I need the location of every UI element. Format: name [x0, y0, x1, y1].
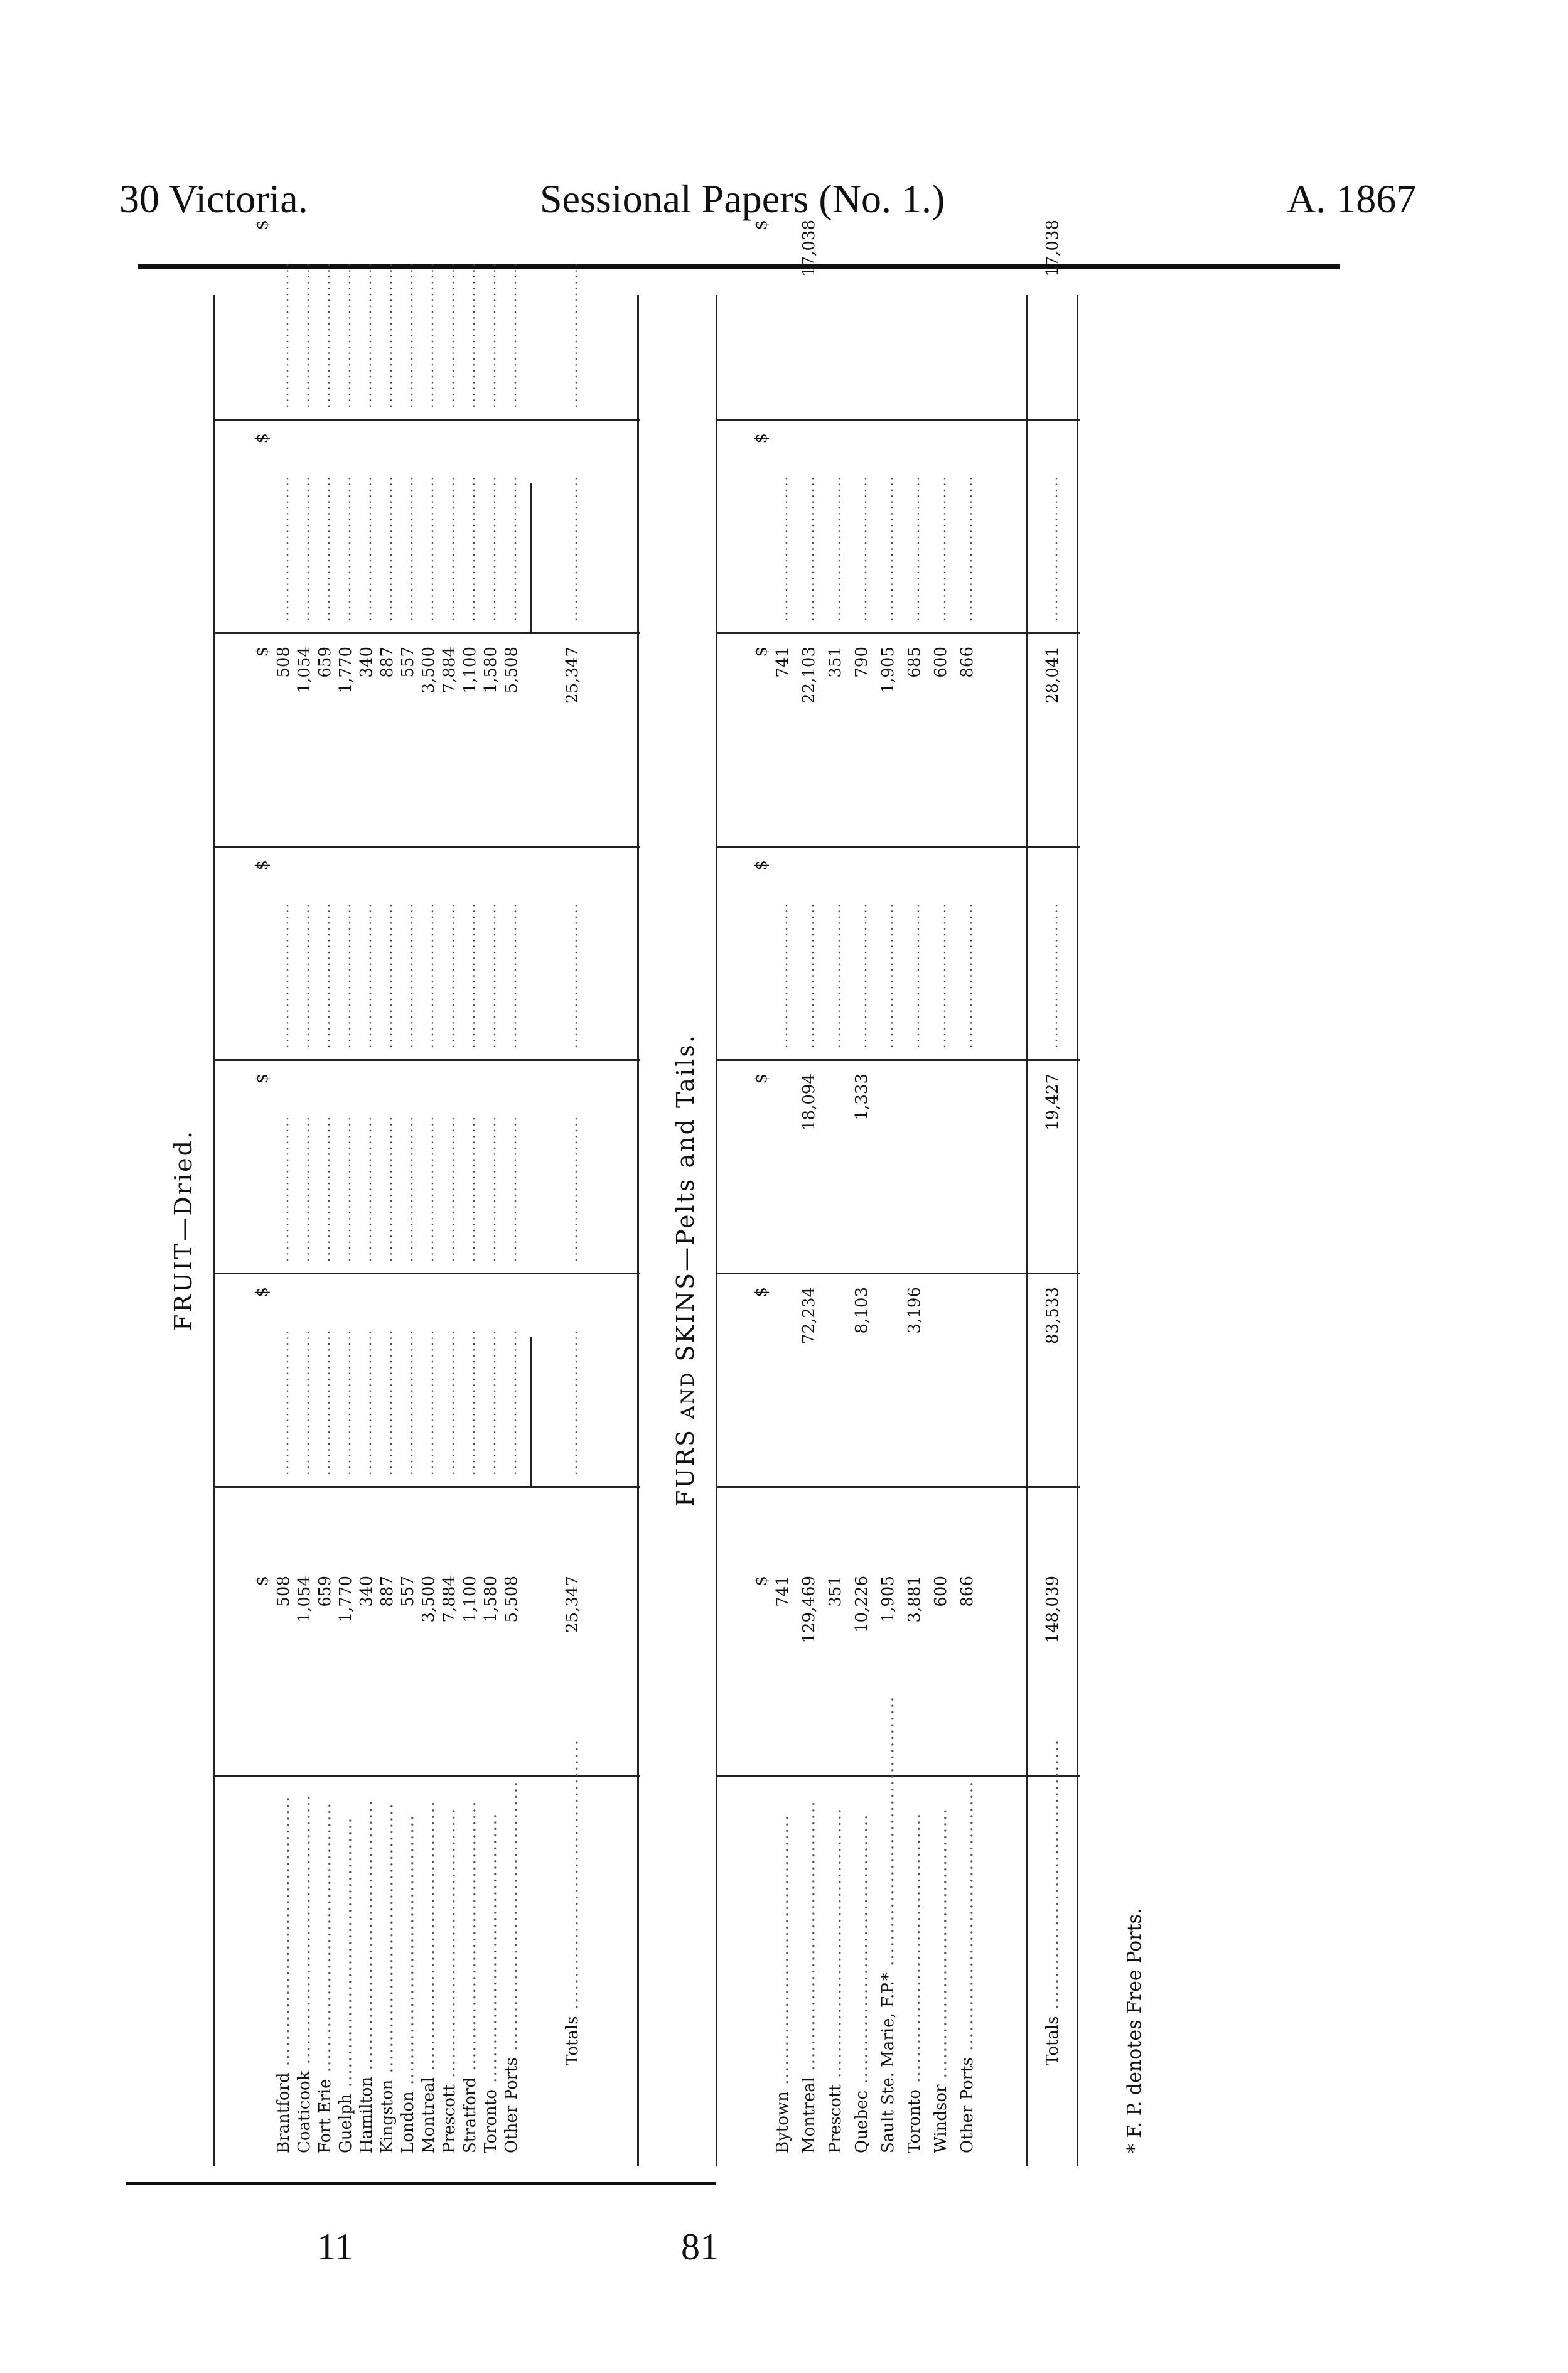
header-title: Sessional Papers (No. 1.) [540, 176, 945, 221]
leader-dots: ......................... [338, 1115, 353, 1262]
currency-header-row [253, 220, 272, 2166]
value-cell: 1,580 [481, 1576, 500, 1623]
leader-dots: .......................................... [800, 1800, 819, 2077]
table-row [461, 261, 480, 2166]
total-value: 148,039 [1043, 1576, 1062, 1644]
table-row [399, 261, 417, 2166]
value-cell: 1,770 [336, 647, 355, 694]
leader-dots: ......................... [400, 901, 416, 1048]
leader-dots: .......................................... [958, 1780, 977, 2058]
currency-symbol: $ [752, 1287, 771, 1298]
leader-dots: ......................... [504, 1115, 519, 1262]
leader-dots: .......................................... [563, 1739, 582, 2016]
totals-row [1043, 220, 1062, 2166]
value-cell: 790 [852, 647, 871, 678]
leader-dots: ......................... [359, 475, 374, 622]
port-name: Hamilton .......................................... [357, 1799, 376, 2153]
value-cell: 741 [773, 647, 792, 678]
port-name: Prescott .......................................... [826, 1807, 845, 2153]
value-cell: 1,100 [461, 647, 480, 694]
leader-dots: ......................... [359, 1115, 374, 1262]
leader-dots: ......................... [442, 1328, 457, 1475]
port-name: Quebec .......................................... [852, 1813, 871, 2153]
leader-dots: ......................... [960, 901, 975, 1048]
value-cell: 5,508 [502, 1576, 521, 1623]
value-cell: 887 [378, 1576, 397, 1607]
furs-section-title [672, 1033, 699, 1507]
leader-dots: ......................... [297, 1328, 312, 1475]
rotated-table-sheet [126, 220, 1318, 2166]
value-cell: 1,054 [295, 1576, 314, 1623]
leader-dots: ......................... [565, 475, 580, 622]
leader-dots: .......................................... [440, 1807, 459, 2085]
leader-dots: ......................... [400, 261, 416, 408]
leader-dots: ......................... [276, 475, 291, 622]
value-cell: 600 [932, 1576, 950, 1607]
table-row [481, 261, 500, 2166]
leader-dots: .......................................... [905, 1812, 924, 2090]
leader-dots: ......................... [463, 1328, 478, 1475]
column-rule [716, 1059, 1080, 1061]
leader-dots: ......................... [400, 1328, 416, 1475]
currency-symbol: $ [253, 220, 272, 230]
column-rule [716, 1775, 1080, 1777]
table-rule [716, 295, 717, 2166]
table-row [378, 261, 397, 2166]
fruit-section-title: FRUIT—Dried. [169, 1129, 197, 1331]
leader-dots: ......................... [565, 901, 580, 1048]
port-name: Montreal .......................................... [800, 1800, 819, 2153]
value-cell: 129,469 [800, 1576, 819, 1644]
leader-dots: .......................................... [399, 1814, 417, 2092]
table-row [933, 295, 948, 2166]
leader-dots: ......................... [504, 261, 519, 408]
leader-dots: ......................... [463, 901, 478, 1048]
currency-symbol: $ [752, 220, 771, 230]
leader-dots: ......................... [318, 1115, 333, 1262]
leader-dots: ......................... [802, 475, 817, 622]
page-number-left: 11 [317, 2226, 353, 2268]
value-cell: 1,905 [879, 1576, 898, 1623]
column-rule [716, 419, 1080, 421]
port-name: Toronto .......................................... [905, 1812, 924, 2153]
value-cell [854, 220, 869, 408]
leader-dots: .......................................... [502, 1780, 521, 2058]
port-name: Fort Erie .......................................... [316, 1802, 335, 2153]
value-cell [881, 1074, 896, 1262]
leader-dots: ......................... [297, 1115, 312, 1262]
leader-dots: ......................... [907, 475, 922, 622]
table-row [960, 295, 975, 2166]
leader-dots: ......................... [775, 475, 790, 622]
table-row [854, 295, 869, 2166]
table-row [295, 261, 314, 2166]
column-rule [716, 1486, 1080, 1488]
leader-dots: ......................... [359, 261, 374, 408]
leader-dots: .......................................... [826, 1807, 845, 2085]
port-name: Other Ports .......................................... [958, 1780, 977, 2153]
value-cell: 1,054 [295, 647, 314, 694]
leader-dots: ......................... [565, 1115, 580, 1262]
footnote: * F. P. denotes Free Ports. [1124, 1908, 1146, 2153]
leader-dots: ......................... [318, 261, 333, 408]
port-name: Bytown .......................................... [773, 1814, 792, 2153]
leader-dots: ......................... [338, 475, 353, 622]
furs-title-word-3: SKINS—Pelts and Tails. [672, 1033, 699, 1362]
leader-dots: ......................... [483, 1328, 498, 1475]
value-cell [775, 1074, 790, 1262]
leader-dots: ......................... [421, 901, 436, 1048]
leader-dots: ......................... [338, 1328, 353, 1475]
leader-dots: ......................... [504, 475, 519, 622]
port-name: Other Ports .......................................... [502, 1780, 521, 2153]
port-name: Coaticook .......................................... [295, 1794, 314, 2153]
value-cell [881, 1287, 896, 1475]
leader-dots: ......................... [400, 475, 416, 622]
leader-dots: ......................... [297, 475, 312, 622]
currency-symbol: $ [752, 433, 771, 444]
value-cell: 1,580 [481, 647, 500, 694]
port-name: Brantford .......................................... [274, 1795, 293, 2153]
leader-dots: ......................... [421, 261, 436, 408]
leader-dots: .......................................... [1043, 1739, 1062, 2016]
value-cell: 3,500 [419, 1576, 438, 1623]
leader-dots: ......................... [854, 901, 869, 1048]
leader-dots: ......................... [380, 261, 395, 408]
value-cell: 659 [316, 1576, 335, 1607]
table-row [828, 295, 843, 2166]
leader-dots: ......................... [297, 261, 312, 408]
leader-dots: ......................... [380, 901, 395, 1048]
value-cell: 600 [932, 647, 950, 678]
value-cell [933, 1287, 948, 1475]
value-cell: 22,103 [800, 647, 819, 704]
value-cell [907, 220, 922, 408]
value-cell: 1,333 [852, 1074, 871, 1121]
leader-dots: ......................... [421, 1328, 436, 1475]
leader-dots: .......................................... [481, 1812, 500, 2090]
leader-dots: ......................... [276, 1328, 291, 1475]
totals-row [563, 261, 582, 2166]
leader-dots: ......................... [1045, 901, 1060, 1048]
port-name: Guelph .......................................... [336, 1817, 355, 2153]
leader-dots: ......................... [297, 901, 312, 1048]
value-cell [960, 220, 975, 408]
value-cell: 508 [274, 647, 293, 678]
value-cell [775, 1287, 790, 1475]
value-cell: 508 [274, 1576, 293, 1607]
total-value: 25,347 [563, 647, 582, 704]
value-cell: 17,038 [800, 220, 819, 277]
currency-symbol: $ [253, 1287, 272, 1298]
leader-dots: ......................... [359, 1328, 374, 1475]
table-row [881, 295, 896, 2166]
value-cell [960, 1287, 975, 1475]
leader-dots: ......................... [421, 1115, 436, 1262]
value-cell: 866 [958, 647, 977, 678]
header-session: 30 Victoria. [119, 176, 308, 221]
value-cell [828, 220, 843, 408]
leader-dots: .......................................... [316, 1802, 335, 2079]
value-cell [828, 1287, 843, 1475]
total-value: 28,041 [1043, 647, 1062, 704]
total-rule [530, 483, 532, 634]
leader-dots: ......................... [442, 901, 457, 1048]
leader-dots: ......................... [854, 475, 869, 622]
value-cell: 10,226 [852, 1576, 871, 1633]
fruit-table [213, 220, 640, 2166]
furs-table [716, 220, 1080, 2166]
table-row [775, 295, 790, 2166]
value-cell: 866 [958, 1576, 977, 1607]
currency-symbol: $ [253, 433, 272, 444]
table-rule [1077, 295, 1078, 2166]
value-cell: 351 [826, 647, 845, 678]
value-cell [907, 1074, 922, 1262]
value-cell: 18,094 [800, 1074, 819, 1131]
total-value: 83,533 [1043, 1287, 1062, 1344]
table-row [800, 220, 819, 2166]
leader-dots: .......................................... [932, 1807, 950, 2085]
leader-dots: .......................................... [773, 1814, 792, 2092]
port-name: Windsor .......................................... [932, 1807, 950, 2153]
value-cell: 5,508 [502, 647, 521, 694]
table-rule [213, 295, 215, 2166]
port-name: Sault Ste. Marie, F.P.* .......................................... [879, 1695, 898, 2153]
leader-dots: ......................... [483, 901, 498, 1048]
port-name: London .......................................... [399, 1814, 417, 2153]
table-rule [637, 295, 639, 2166]
total-value: 25,347 [563, 1576, 582, 1633]
value-cell: 351 [826, 1576, 845, 1607]
leader-dots: ......................... [565, 1328, 580, 1475]
total-rule [1026, 295, 1028, 2166]
value-cell: 887 [378, 647, 397, 678]
value-cell [881, 220, 896, 408]
leader-dots: ......................... [463, 1115, 478, 1262]
leader-dots: ......................... [442, 261, 457, 408]
leader-dots: ......................... [463, 261, 478, 408]
leader-dots: ......................... [933, 475, 948, 622]
port-name: Prescott .......................................... [440, 1807, 459, 2153]
leader-dots: .......................................... [879, 1695, 898, 1973]
leader-dots: ......................... [442, 1115, 457, 1262]
bottom-rule [126, 2182, 716, 2185]
column-rule [716, 632, 1080, 634]
value-cell [960, 1074, 975, 1262]
leader-dots: ......................... [338, 901, 353, 1048]
table-row [502, 261, 521, 2166]
value-cell: 1,770 [336, 1576, 355, 1623]
leader-dots: ......................... [828, 901, 843, 1048]
leader-dots: ......................... [483, 475, 498, 622]
value-cell: 72,234 [800, 1287, 819, 1344]
table-row [907, 295, 922, 2166]
value-cell: 3,881 [905, 1576, 924, 1623]
currency-symbol: $ [752, 647, 771, 657]
leader-dots: ......................... [276, 1115, 291, 1262]
leader-dots: ......................... [318, 901, 333, 1048]
leader-dots: .......................................... [295, 1794, 314, 2071]
value-cell: 7,884 [440, 1576, 459, 1623]
leader-dots: ......................... [483, 261, 498, 408]
value-cell: 1,100 [461, 1576, 480, 1623]
value-cell: 1,905 [879, 647, 898, 694]
port-name: Montreal .......................................... [419, 1800, 438, 2153]
leader-dots: ......................... [483, 1115, 498, 1262]
column-rule [716, 846, 1080, 848]
column-rule [716, 1273, 1080, 1274]
currency-symbol: $ [752, 860, 771, 871]
leader-dots: ......................... [828, 475, 843, 622]
leader-dots: ......................... [907, 901, 922, 1048]
furs-title-word-1: FURS [672, 1428, 699, 1507]
value-cell: 340 [357, 1576, 376, 1607]
furs-title-word-2: AND [677, 1370, 698, 1419]
leader-dots: ......................... [380, 1328, 395, 1475]
currency-symbol: $ [253, 1576, 272, 1586]
currency-symbol: $ [253, 1074, 272, 1084]
leader-dots: .......................................... [419, 1800, 438, 2077]
total-rule [530, 1337, 532, 1488]
table-row [357, 261, 376, 2166]
leader-dots: ......................... [1045, 475, 1060, 622]
value-cell: 685 [905, 647, 924, 678]
currency-symbol: $ [752, 1074, 771, 1084]
value-cell: 7,884 [440, 647, 459, 694]
value-cell: 8,103 [852, 1287, 871, 1334]
leader-dots: .......................................... [378, 1802, 397, 2080]
leader-dots: ......................... [504, 901, 519, 1048]
table-row [316, 261, 335, 2166]
leader-dots: ......................... [421, 475, 436, 622]
port-name: Kingston .......................................... [378, 1802, 397, 2153]
port-name: Toronto .......................................... [481, 1812, 500, 2153]
leader-dots: ......................... [276, 901, 291, 1048]
page-number-right: 81 [681, 2226, 719, 2268]
value-cell: 3,196 [905, 1287, 924, 1334]
table-row [274, 261, 293, 2166]
value-cell: 340 [357, 647, 376, 678]
leader-dots: ......................... [565, 261, 580, 408]
value-cell: 3,500 [419, 647, 438, 694]
value-cell [775, 220, 790, 408]
header-year: A. 1867 [1287, 176, 1417, 221]
value-cell: 557 [399, 1576, 417, 1607]
value-cell [828, 1074, 843, 1262]
table-row [336, 261, 355, 2166]
leader-dots: ......................... [380, 475, 395, 622]
totals-label: Totals .......................................... [563, 1739, 582, 2065]
leader-dots: .......................................... [336, 1817, 355, 2094]
leader-dots: ......................... [380, 1115, 395, 1262]
value-cell: 741 [773, 1576, 792, 1607]
leader-dots: ......................... [400, 1115, 416, 1262]
table-row [419, 261, 438, 2166]
leader-dots: ......................... [463, 475, 478, 622]
currency-symbol: $ [253, 647, 272, 657]
leader-dots: ......................... [881, 475, 896, 622]
leader-dots: ......................... [276, 261, 291, 408]
leader-dots: ......................... [359, 901, 374, 1048]
leader-dots: .......................................... [852, 1813, 871, 2090]
totals-label: Totals .......................................... [1043, 1739, 1062, 2065]
value-cell: 557 [399, 647, 417, 678]
leader-dots: ......................... [504, 1328, 519, 1475]
value-cell [933, 1074, 948, 1262]
leader-dots: ......................... [442, 475, 457, 622]
port-name: Stratford .......................................... [461, 1800, 480, 2153]
value-cell [933, 220, 948, 408]
leader-dots: .......................................... [357, 1799, 376, 2077]
total-value: 19,427 [1043, 1074, 1062, 1131]
leader-dots: ......................... [338, 261, 353, 408]
table-row [440, 261, 459, 2166]
leader-dots: ......................... [318, 475, 333, 622]
currency-symbol: $ [752, 1576, 771, 1586]
leader-dots: .......................................... [461, 1800, 480, 2077]
currency-symbol: $ [253, 860, 272, 871]
leader-dots: ......................... [802, 901, 817, 1048]
leader-dots: .......................................... [274, 1795, 293, 2073]
leader-dots: ......................... [933, 901, 948, 1048]
leader-dots: ......................... [881, 901, 896, 1048]
leader-dots: ......................... [960, 475, 975, 622]
leader-dots: ......................... [318, 1328, 333, 1475]
total-value: 17,038 [1043, 220, 1062, 277]
leader-dots: ......................... [775, 901, 790, 1048]
value-cell: 659 [316, 647, 335, 678]
currency-header-row [752, 220, 771, 2166]
